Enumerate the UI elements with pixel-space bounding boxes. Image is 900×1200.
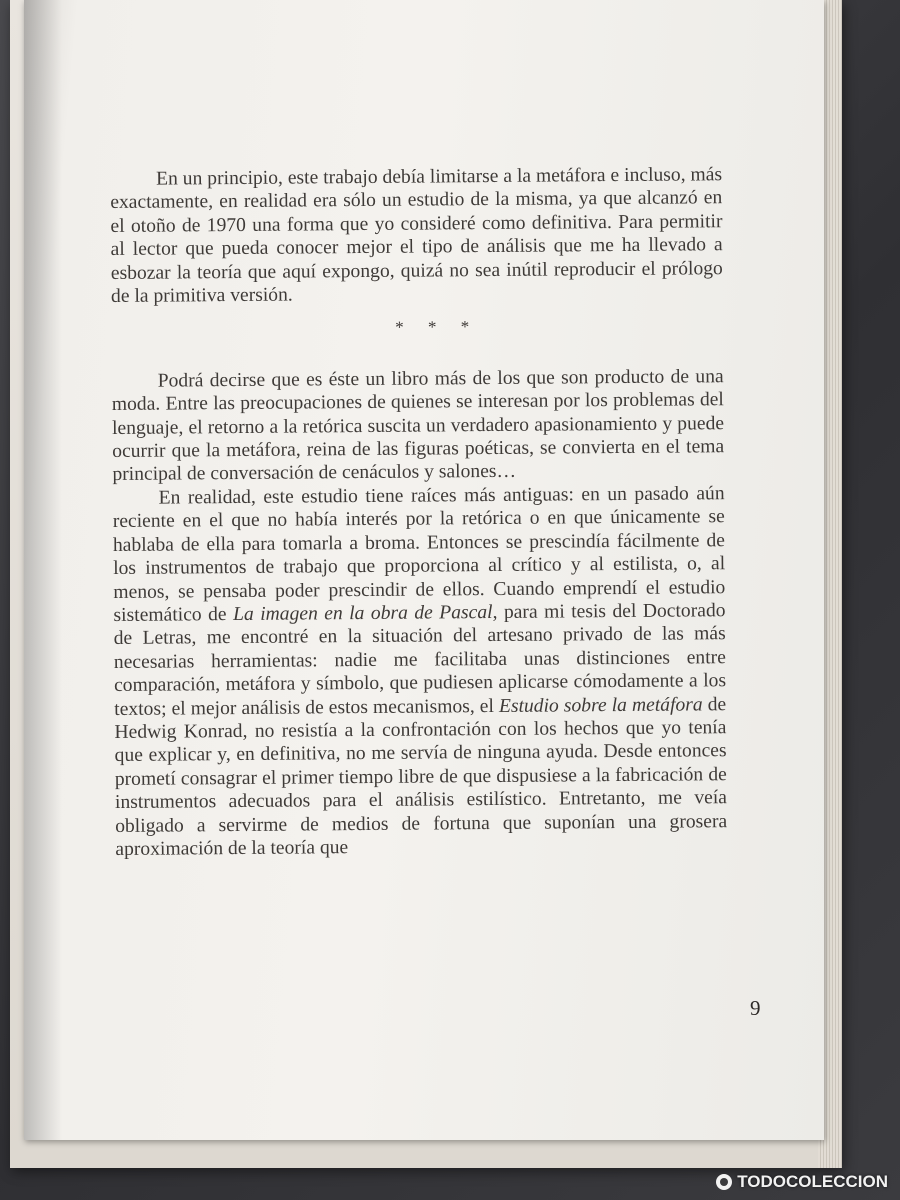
page-gutter-shadow bbox=[24, 0, 62, 1140]
paragraph-intro: En un principio, este trabajo debía limitarse a la metáfora e incluso, más exactamente, en realidad era sólo un estudio de la misma, ya que alcanzó en el otoño de 1970 una forma que yo consideré como definitiva. Para permitir al lector que pueda conocer mejor el tipo de análisis que me ha llevado a esbozar la teoría que aquí expongo, quizá no sea inútil reproducir el prólogo de la primitiva versión. bbox=[110, 164, 723, 308]
paragraph-prologue-second bbox=[113, 482, 728, 861]
paragraph-text-part: de Hedwig Konrad, no resistía a la confrontación con los hechos que yo tenía que explicar y, en definitiva, no me servía de ninguna ayuda. Desde entonces prometí consagrar el primer tiempo libre de que dispusiese a la fabricación de instrumentos adecuados para el análisis estilístico. Entretanto, me veía obligado a servirme de medios de fortuna que suponían una grosera aproximación de la teoría que bbox=[114, 693, 728, 860]
paragraph-prologue-first: Podrá decirse que es éste un libro más de los que son producto de una moda. Entre las preocupaciones de quienes se interesan por los problemas del lenguaje, el retorno a la retórica suscita un verdadero apasionamiento y puede ocurrir que la metáfora, reina de las figuras poéticas, se convierta en el tema principal de conversación de cenáculos y salones… bbox=[111, 366, 725, 486]
section-separator: * * * bbox=[395, 317, 480, 338]
paragraph-text-part: , para mi tesis del Doctorado de Letras, me encontré en la situación del artesano privado de las más necesarias herramientas: nadie me facilitaba unas distinciones entre comparación, metáfora y símbolo, que pudiesen aplicarse cómodamente a los textos; el mejor análisis de estos mecanismos, el bbox=[113, 600, 727, 720]
paragraph-text-part: En realidad, este estudio tiene raíces más antiguas: en un pasado aún reciente en el que no había interés por la retórica o en que únicamente se hablaba de ella para tomarla a broma. Entonces se prescindía fácilmente de los instrumentos de trabajo que proporciona al crítico y al estilista, o, al menos, se pensaba poder prescindir de ellos. Cuando emprendí el estudio sistemático de bbox=[112, 483, 726, 626]
book-title-pascal: La imagen en la obra de Pascal bbox=[232, 601, 493, 625]
book-page-stack bbox=[10, 0, 842, 1168]
watermark bbox=[716, 1172, 888, 1192]
book-title-metafora: Estudio sobre la metáfora bbox=[498, 693, 703, 717]
todocoleccion-logo-icon bbox=[716, 1174, 732, 1190]
book-page bbox=[24, 0, 824, 1140]
watermark-text: TODOCOLECCION bbox=[737, 1172, 888, 1191]
page-number: 9 bbox=[750, 996, 761, 1020]
page-text-block bbox=[110, 163, 727, 861]
